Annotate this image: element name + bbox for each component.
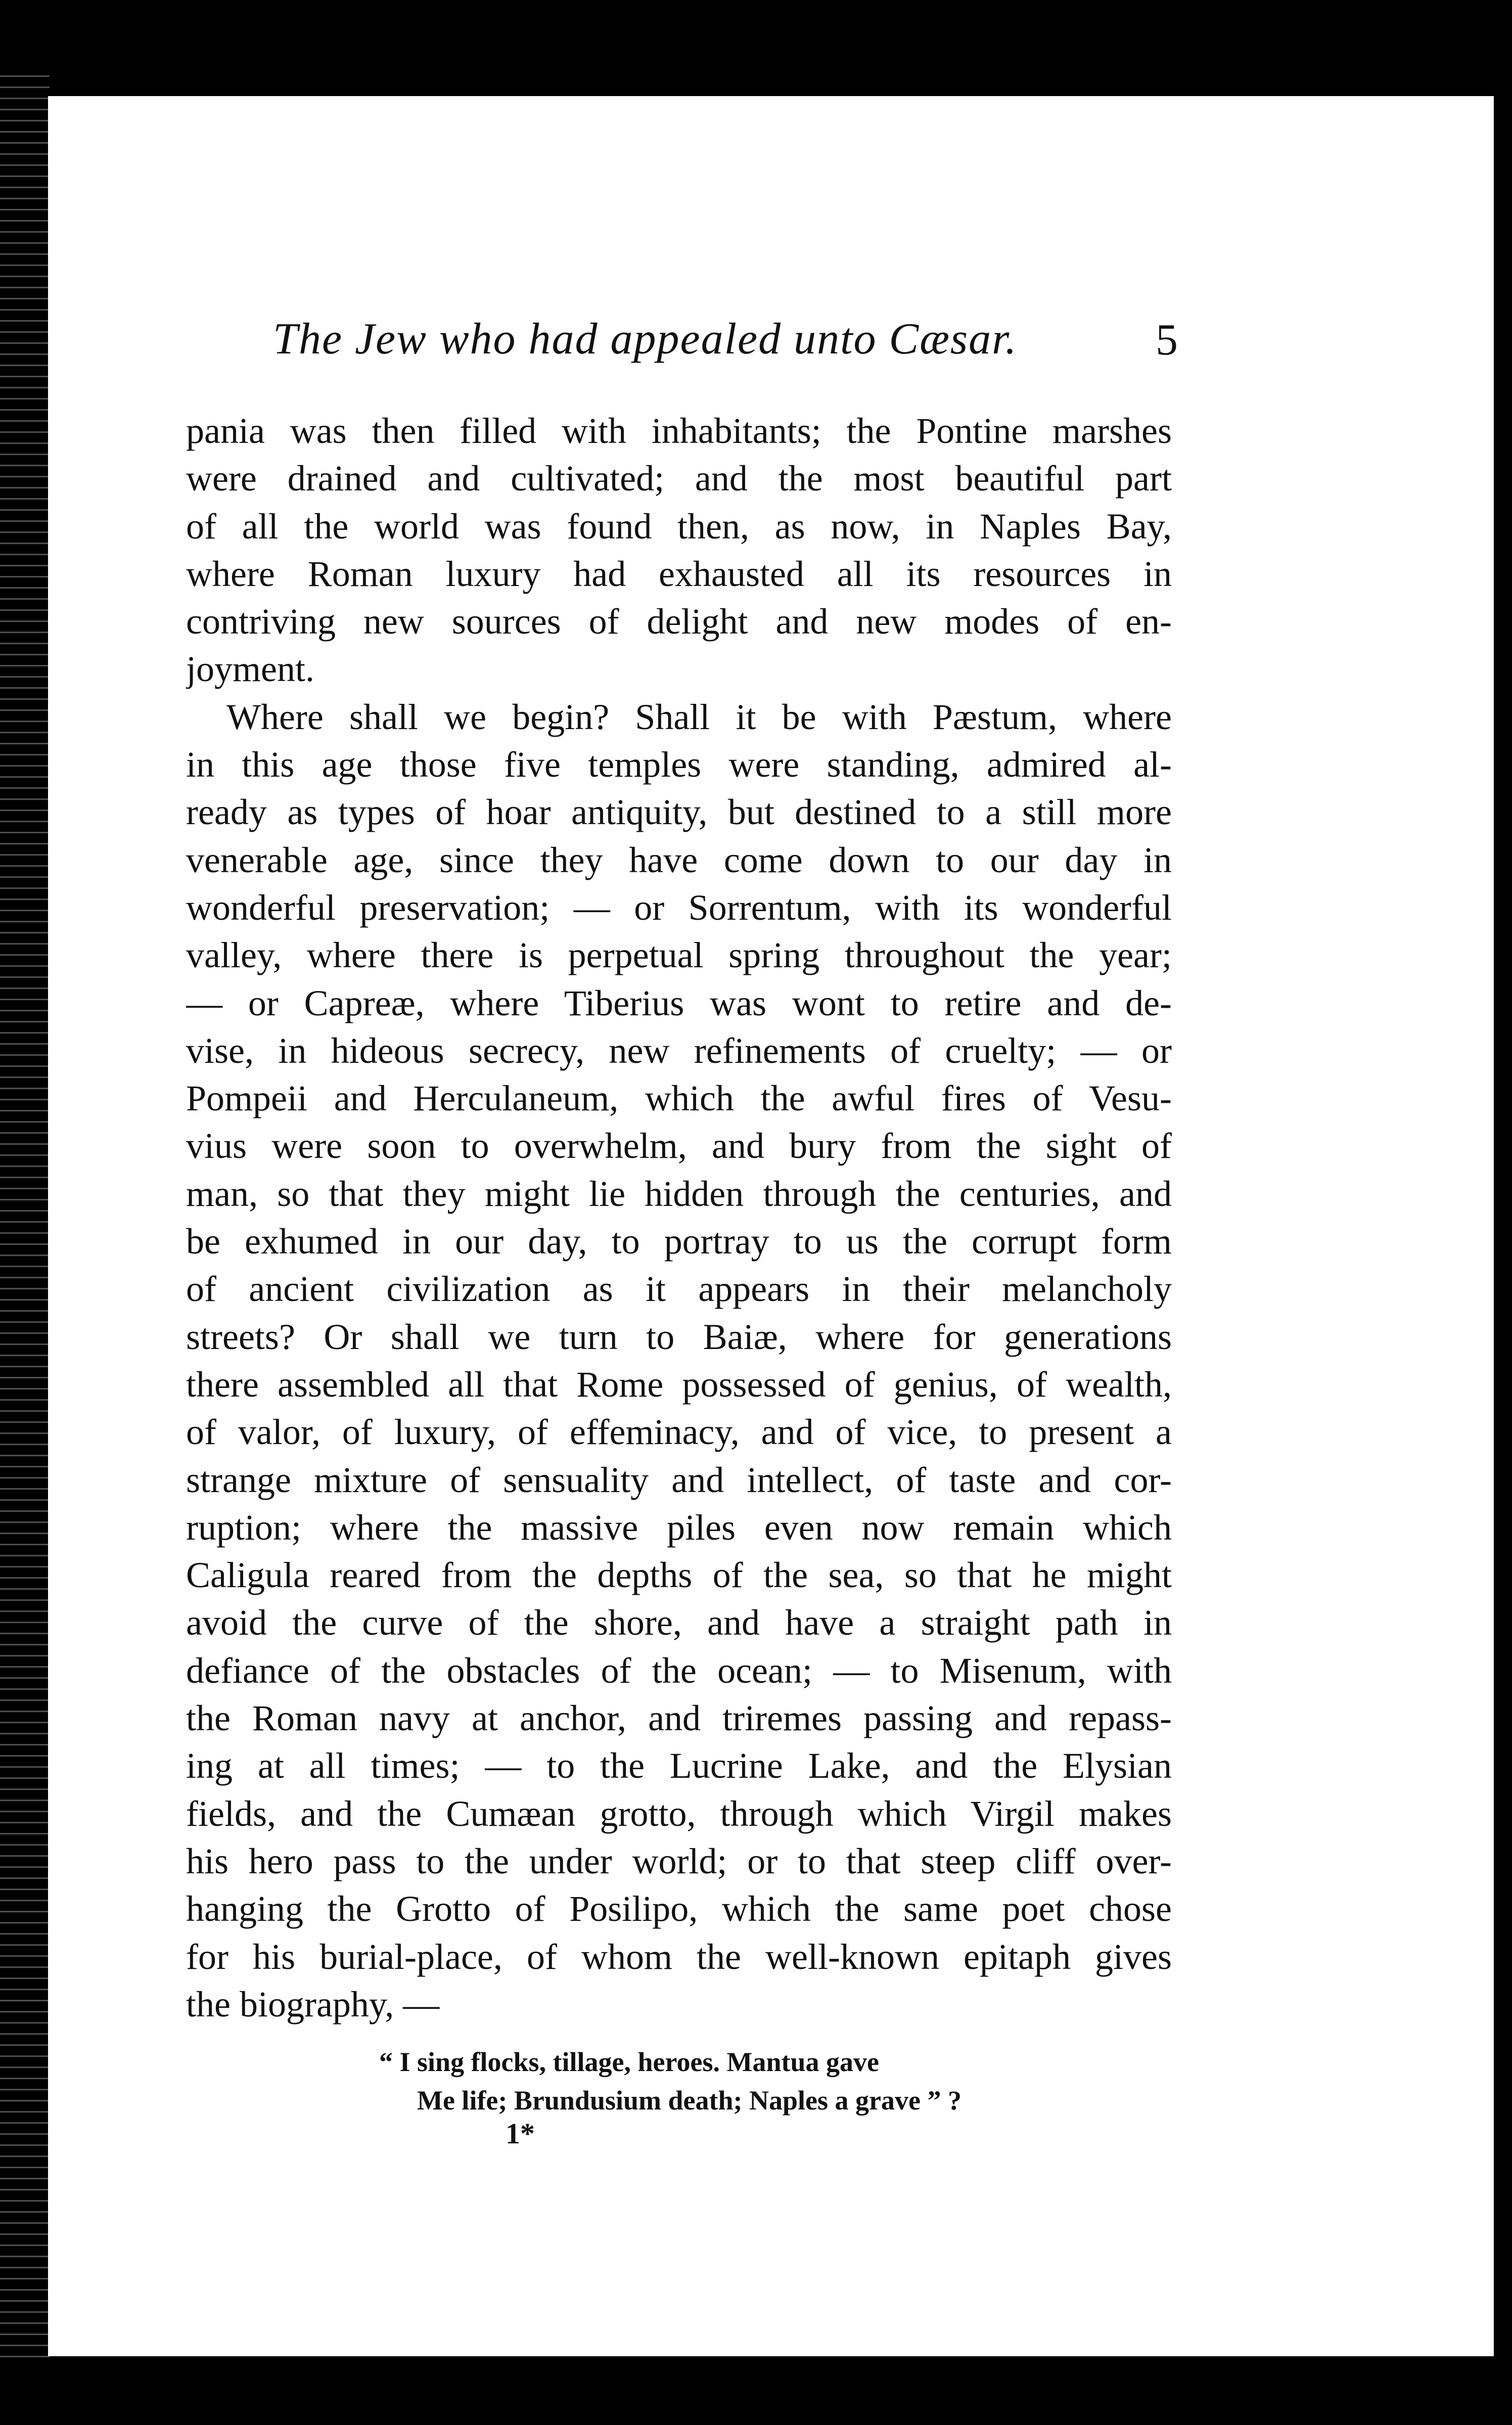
text-line: vise, in hideous secrecy, new refinements of cruelty; — or [186, 1030, 1172, 1071]
text-line: of ancient civilization as it appears in their melancholy [186, 1269, 1172, 1310]
text-line: streets? Or shall we turn to Baiæ, where for generations [186, 1316, 1172, 1357]
quote-line: Me life; Brundusium death; Naples a grave ” ? [417, 2085, 961, 2116]
text-line: ready as types of hoar antiquity, but destined to a still more [186, 792, 1172, 833]
signature-mark: 1* [506, 2117, 535, 2150]
text-line: contriving new sources of delight and new modes of en- [186, 601, 1172, 642]
page-number: 5 [1156, 316, 1178, 365]
text-line: joyment. [186, 649, 314, 690]
text-line: there assembled all that Rome possessed of genius, of wealth, [186, 1364, 1172, 1405]
text-line: were drained and cultivated; and the most beautiful part [186, 458, 1172, 499]
text-line: his hero pass to the under world; or to that steep cliff over- [186, 1840, 1172, 1881]
text-line: in this age those five temples were standing, admired al- [186, 744, 1172, 785]
text-line: — or Capreæ, where Tiberius was wont to retire and de- [186, 982, 1172, 1023]
text-line: of valor, of luxury, of effeminacy, and of vice, to present a [186, 1412, 1172, 1453]
text-line: vius were soon to overwhelm, and bury from the sight of [186, 1126, 1172, 1166]
text-line: strange mixture of sensuality and intellect, of taste and cor- [186, 1459, 1172, 1500]
running-title: The Jew who had appealed unto Cæsar. [273, 315, 1018, 364]
text-line: hanging the Grotto of Posilipo, which the same poet chose [186, 1889, 1172, 1929]
text-line: man, so that they might lie hidden through the centuries, and [186, 1173, 1172, 1214]
text-line: defiance of the obstacles of the ocean; — to Misenum, with [186, 1650, 1172, 1691]
text-line: of all the world was found then, as now, in Naples Bay, [186, 506, 1172, 547]
text-line: ruption; where the massive piles even now remain which [186, 1507, 1172, 1548]
text-line: for his burial-place, of whom the well-known epitaph gives [186, 1936, 1172, 1977]
text-line: valley, where there is perpetual spring throughout the year; [186, 935, 1172, 976]
quote-line: “ I sing flocks, tillage, heroes. Mantua gave [379, 2047, 879, 2077]
text-line: fields, and the Cumæan grotto, through which Virgil makes [186, 1793, 1172, 1834]
text-line: ing at all times; — to the Lucrine Lake, and the Elysian [186, 1745, 1172, 1786]
text-line: avoid the curve of the shore, and have a straight path in [186, 1602, 1172, 1643]
text-line: wonderful preservation; — or Sorrentum, with its wonderful [186, 887, 1172, 928]
text-line: Caligula reared from the depths of the sea, so that he might [186, 1555, 1172, 1596]
text-line: venerable age, since they have come down to our day in [186, 839, 1172, 880]
text-line: Where shall we begin? Shall it be with Pæstum, where [226, 696, 1172, 737]
text-line: where Roman luxury had exhausted all its resources in [186, 553, 1172, 594]
body-text [186, 407, 1172, 2028]
text-line: be exhumed in our day, to portray to us the corrupt form [186, 1221, 1172, 1262]
page-header [273, 303, 1178, 374]
epitaph-quote [379, 2043, 1087, 2120]
text-line: pania was then filled with inhabitants; the Pontine marshes [186, 411, 1172, 451]
book-spine-edge [0, 71, 50, 2361]
text-line: Pompeii and Herculaneum, which the awful fires of Vesu- [186, 1078, 1172, 1119]
text-line: the biography, — [186, 1984, 440, 2025]
text-line: the Roman navy at anchor, and triremes passing and repass- [186, 1698, 1172, 1739]
